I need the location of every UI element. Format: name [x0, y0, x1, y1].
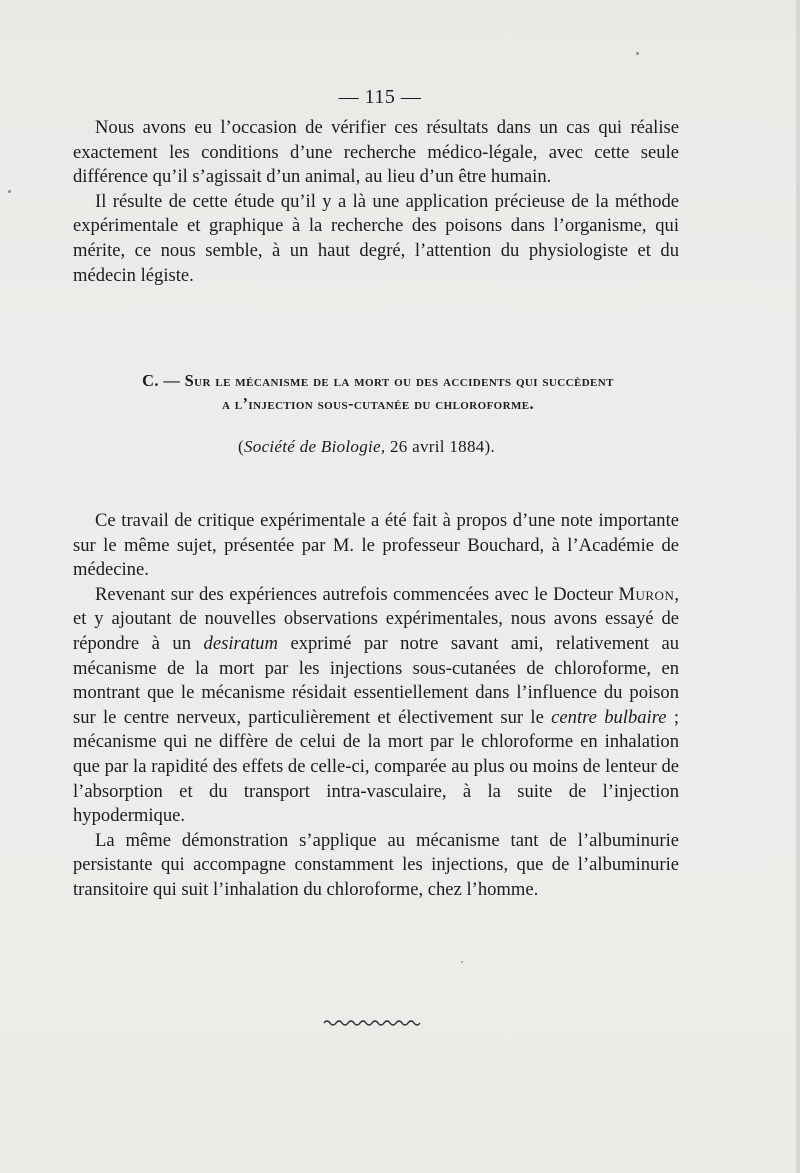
intro-text: [73, 116, 679, 288]
body-paragraph-2: [73, 583, 679, 829]
section-end-flourish: [322, 1016, 422, 1030]
section-heading-line-2: a l’injection sous-cutanée du chloroforme.: [221, 394, 535, 413]
source-society: Société de Biologie,: [243, 437, 386, 456]
term-centre-bulbaire: centre bulbaire: [551, 706, 667, 728]
term-desiratum: desiratum: [203, 632, 278, 654]
section-heading: [73, 369, 683, 415]
body-paragraph-3: La même démonstration s’applique au mécanisme tant de l’albuminurie persistante qui accompagne constamment les injections, que de l’albuminurie transitoire qui suit l’inhalation du chloroforme, chez l’homme.: [73, 829, 679, 900]
source-citation: [238, 437, 495, 457]
paper-speck: [461, 961, 463, 963]
intro-paragraph-2: Il résulte de cette étude qu’il y a là une application précieuse de la méthode expérimentale et graphique à la recherche des poisons dans l’organisme, qui mérite, ce nous semble, à un haut degré, l’attention du physiologiste et du médecin légiste.: [73, 190, 679, 286]
page-number: — 115 —: [338, 86, 422, 108]
body-p2-part-b: , et y ajoutant de nouvelles observations expérimentales, nous avons essayé de répondre à un: [73, 583, 679, 654]
page-edge: [796, 0, 800, 1173]
body-text: [73, 509, 679, 903]
body-paragraph-1: Ce travail de critique expérimentale a été fait à propos d’une note importante sur le même sujet, présentée par M. le professeur Bouchard, à l’Académie de médecine.: [73, 510, 679, 581]
author-name-muron: Muron: [618, 583, 675, 605]
body-p2-part-c: exprimé par notre savant ami, relativement au mécanisme de la mort par les injections sous-cutanées de chloroforme, en montrant que le mécanisme résidait essentiellement dans l’influence du poison sur le centre nerveux, particulièrement et électivement sur le: [73, 632, 679, 728]
body-p2-part-d: ; mécanisme qui ne diffère de celui de la mort par le chloroforme en inhalation que par la rapidité des effets de celle-ci, comparée au plus ou moins de lenteur de l’absorption et du transport intra-vasculaire, à la suite de l’injection hypodermique.: [73, 706, 679, 827]
paper-speck: [8, 190, 11, 193]
paper-speck: [636, 52, 639, 55]
intro-paragraph-1: Nous avons eu l’occasion de vérifier ces résultats dans un cas qui réalise exactement les conditions d’une recherche médico-légale, avec cette seule différence qu’il s’agissait d’un animal, au lieu d’un être humain.: [73, 117, 679, 188]
source-open-paren: (: [238, 437, 244, 456]
section-heading-line-1: C. — Sur le mécanisme de la mort ou des accidents qui succèdent: [142, 371, 614, 390]
body-p2-part-a: Revenant sur des expériences autrefois commencées avec le Docteur: [95, 583, 619, 605]
source-date: 26 avril 1884).: [385, 437, 496, 456]
